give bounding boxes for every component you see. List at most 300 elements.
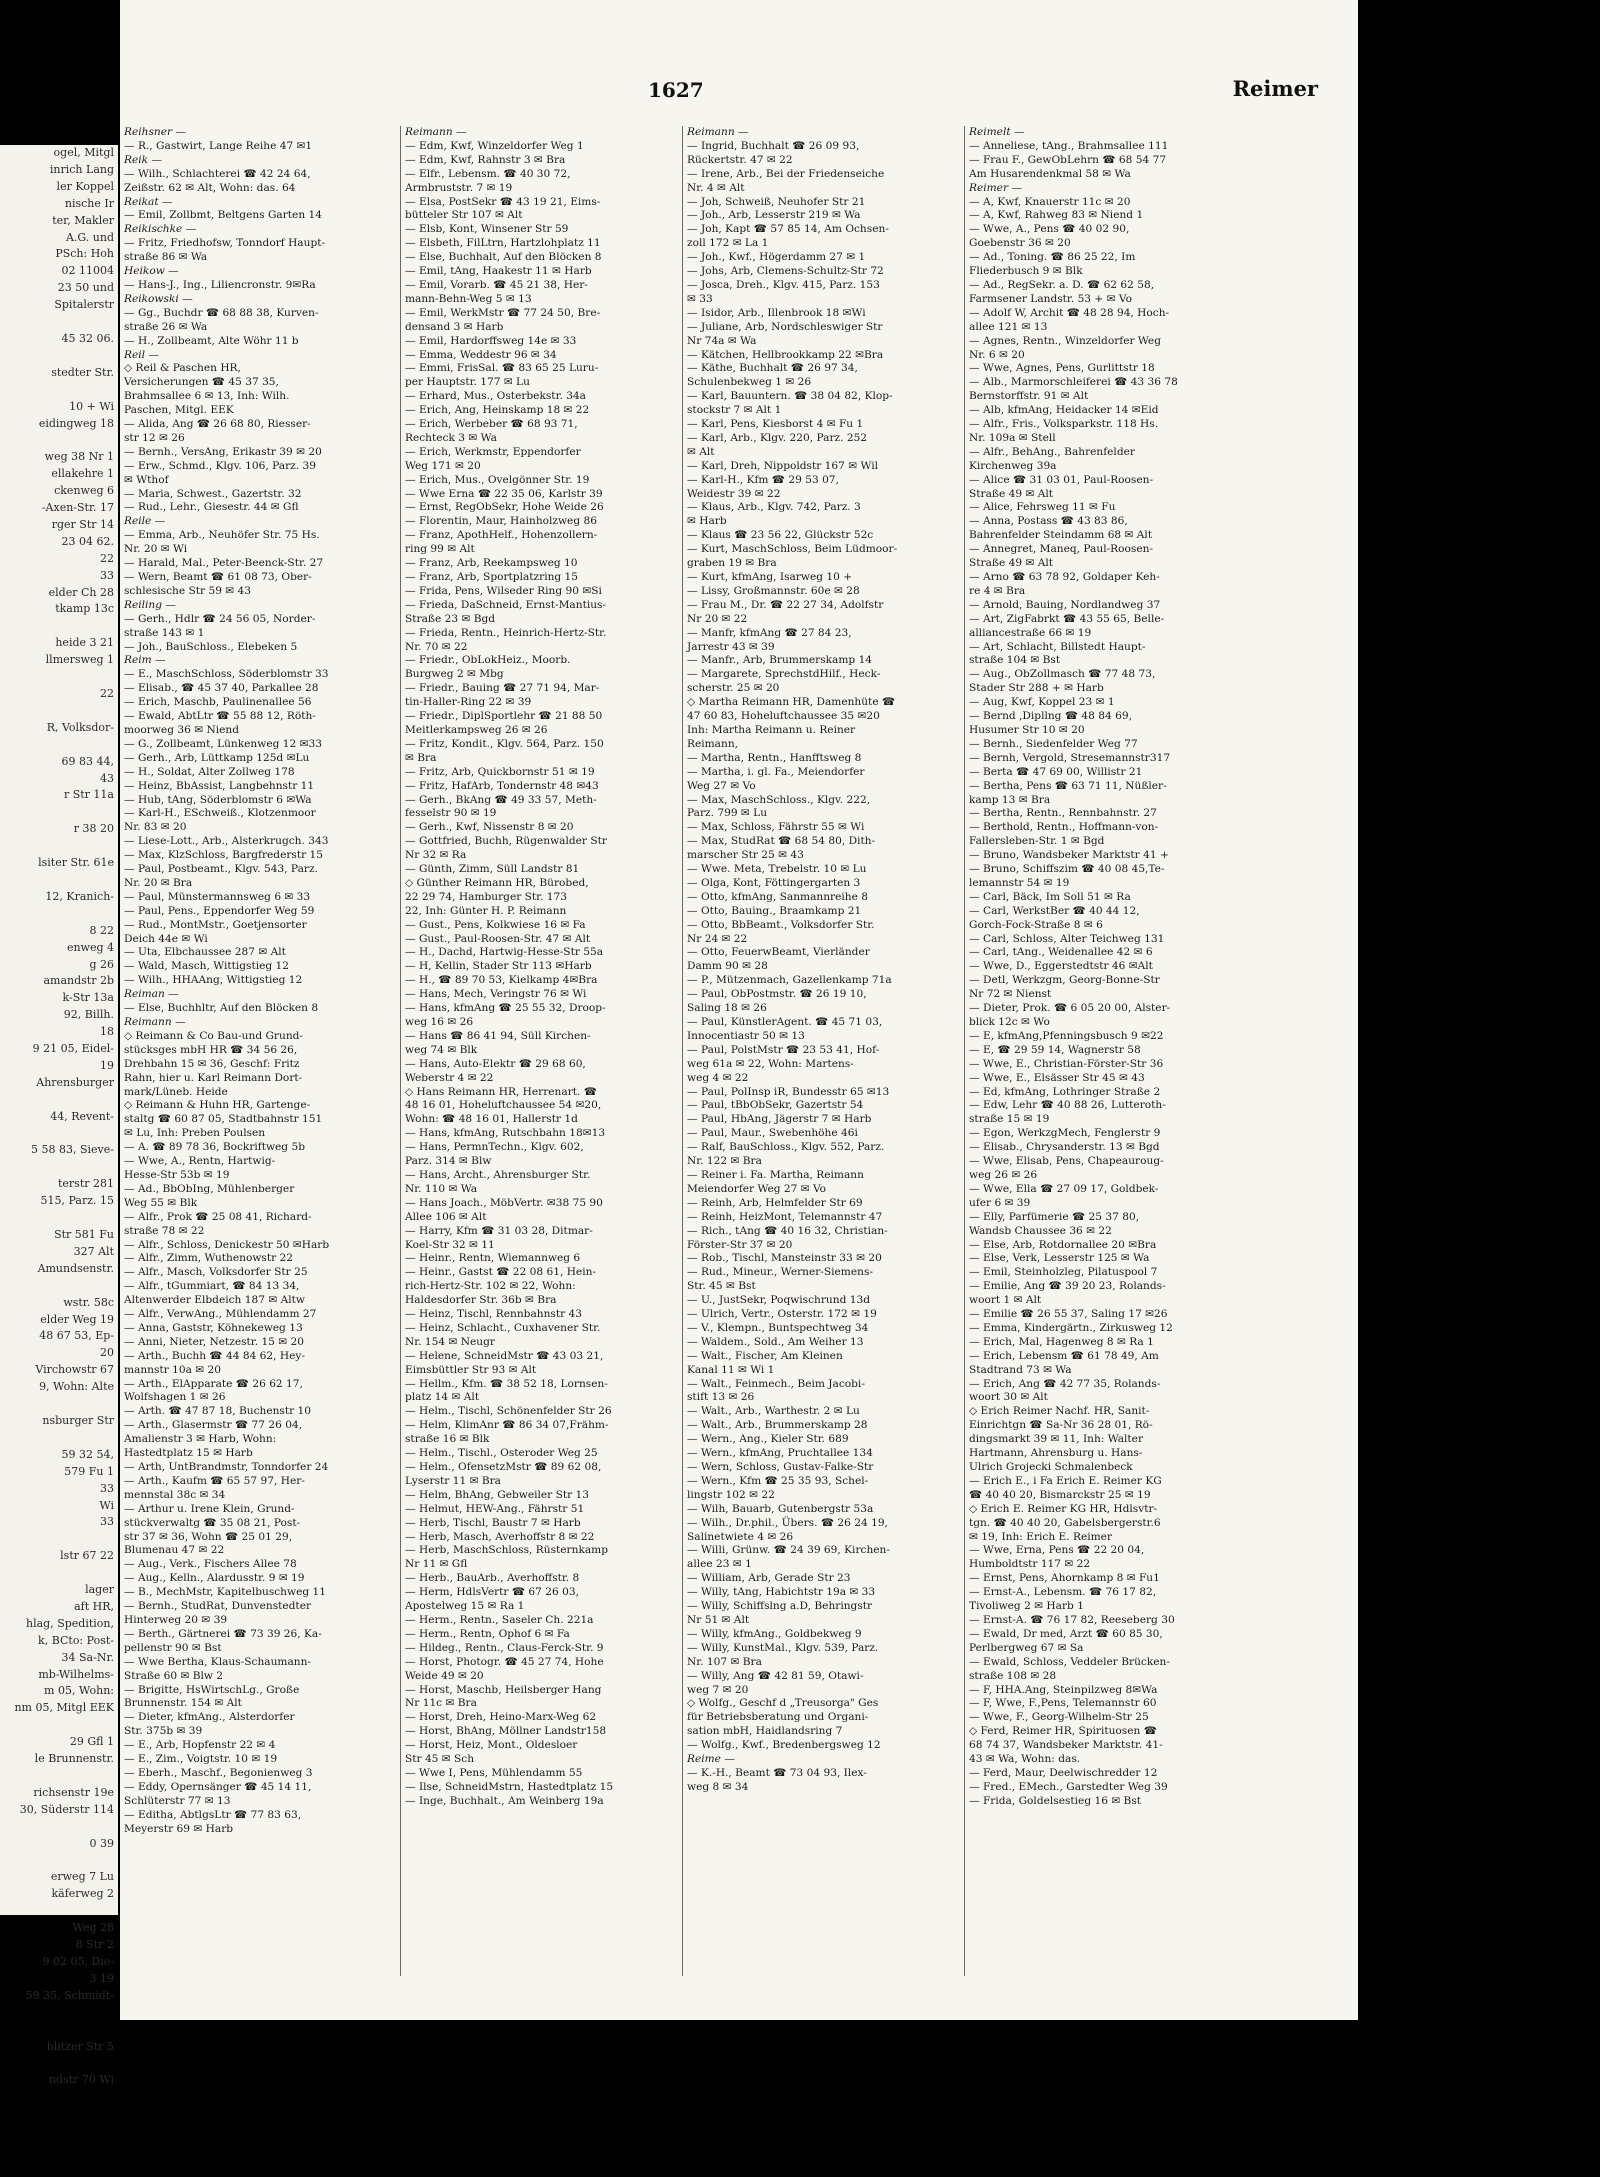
directory-entry: — Elly, Parfümerie ☎ 25 37 80, (969, 1210, 1140, 1223)
edge-fragment (0, 1717, 118, 1734)
directory-entry: Versicherungen ☎ 45 37 35, (124, 376, 279, 389)
directory-entry: mann-Behn-Weg 5 ✉ 13 (405, 292, 532, 305)
directory-entry: alliancestraße 66 ✉ 19 (969, 626, 1092, 639)
directory-entry: — Franz, ApothHelf., Hohenzollern- (405, 529, 598, 542)
edge-fragment: 515, Parz. 15 (40, 1194, 114, 1208)
directory-entry: — Aug., ObZollmasch ☎ 77 48 73, (969, 668, 1156, 681)
directory-entry: Nr 20 ✉ 22 (687, 612, 748, 625)
directory-entry: Amalienstr 3 ✉ Harb, Wohn: (124, 1433, 277, 1446)
edge-fragment: 9, Wohn: Alte (39, 1380, 114, 1394)
directory-entry: — Erich, Lebensm ☎ 61 78 49, Am (969, 1349, 1159, 1362)
directory-entry: — Walt., Arb., Warthestr. 2 ✉ Lu (687, 1405, 860, 1418)
edge-fragment: 23 04 62. (61, 534, 114, 548)
directory-entry: mennstal 38c ✉ 34 (124, 1488, 226, 1501)
edge-fragment: ellakehre 1 (51, 467, 114, 481)
directory-entry: — Edm, Kwf, Rahnstr 3 ✉ Bra (405, 153, 566, 166)
directory-entry: 22 29 74, Hamburger Str. 173 (405, 890, 568, 903)
directory-entry: — Elsa, PostSekr ☎ 43 19 21, Eims- (405, 195, 601, 208)
directory-entry: — A, Kwf, Rahweg 83 ✉ Niend 1 (969, 209, 1144, 222)
directory-entry: — Fritz, HafArb, Tondernstr 48 ✉43 (405, 779, 599, 792)
directory-entry: — Wilh., Schlachterei ☎ 42 24 64, (124, 167, 311, 180)
edge-fragment: elder Ch 28 (48, 585, 114, 599)
directory-entry: — Ewald, Dr med, Arzt ☎ 60 85 30, (969, 1627, 1163, 1640)
directory-entry: — Detl, Werkzgm, Georg-Bonne-Str (969, 974, 1160, 987)
edge-fragment: wstr. 58c (63, 1295, 114, 1309)
directory-entry: — Paul, Münstermannsweg 6 ✉ 33 (124, 890, 311, 903)
directory-entry: Weg 55 ✉ Blk (124, 1196, 198, 1209)
directory-entry: dingsmarkt 39 ✉ 11, Inh: Walter (969, 1433, 1144, 1446)
directory-entry: ◇ Wolfg., Geschf d „Treusorga" Ges (687, 1697, 879, 1710)
directory-entry: — Alfr., Prok ☎ 25 08 41, Richard- (124, 1210, 312, 1223)
directory-entry: — Horst, Dreh, Heino-Marx-Weg 62 (405, 1711, 597, 1724)
directory-entry: — Horst, Maschb, Heilsberger Hang (405, 1683, 602, 1696)
directory-entry: Hesse-Str 53b ✉ 19 (124, 1168, 230, 1181)
directory-entry: Meitlerkampsweg 26 ✉ 26 (405, 723, 548, 736)
directory-entry: — Franz, Arb, Reekampsweg 10 (405, 557, 578, 570)
edge-fragment: le Brunnenstr. (34, 1752, 114, 1766)
directory-entry: Goebenstr 36 ✉ 20 (969, 237, 1071, 250)
directory-entry: — H., Dachd, Hartwig-Hesse-Str 55a (405, 946, 604, 959)
directory-entry: — Bernh., VersAng, Erikastr 39 ✉ 20 (124, 445, 322, 458)
directory-entry: — Reinh, Arb, Helmfelder Str 69 (687, 1196, 863, 1209)
directory-entry: — Harry, Kfm ☎ 31 03 28, Ditmar- (405, 1224, 593, 1237)
directory-entry: staltg ☎ 60 87 05, Stadtbahnstr 151 (124, 1113, 323, 1126)
directory-entry: — Reinh, HeizMont, Telemannstr 47 (687, 1210, 883, 1223)
directory-entry: Nr. 122 ✉ Bra (687, 1155, 762, 1168)
directory-entry: — Emil, Steinholzleg, Pilatuspool 7 (969, 1266, 1158, 1279)
directory-entry: — Friedr., Bauing ☎ 27 71 94, Mar- (405, 682, 600, 695)
directory-entry: — Herb., BauArb., Averhoffstr. 8 (405, 1572, 580, 1585)
directory-entry: ✉ 19, Inh: Erich E. Reimer (969, 1530, 1113, 1543)
directory-entry: — Walt., Arb., Brummerskamp 28 (687, 1419, 868, 1432)
edge-fragment: m 05, Wohn: (44, 1684, 114, 1698)
edge-fragment: mb-Wilhelms- (38, 1667, 114, 1681)
edge-fragment: nsburger Str (42, 1413, 114, 1427)
directory-entry: — Maria, Schwest., Gazertstr. 32 (124, 487, 302, 500)
directory-entry: Wandsb Chaussee 36 ✉ 22 (969, 1224, 1112, 1237)
directory-entry: — Rud., Lehr., Giesestr. 44 ✉ Gfl (124, 501, 299, 514)
directory-entry: weg 16 ✉ 26 (405, 1016, 474, 1028)
directory-entry: — Waldem., Sold., Am Weiher 13 (687, 1335, 864, 1348)
directory-entry: Straße 23 ✉ Bgd (405, 612, 496, 625)
directory-entry: — Rich., tAng ☎ 40 16 32, Christian- (687, 1224, 888, 1237)
directory-entry: Allee 106 ✉ Alt (405, 1210, 487, 1223)
running-head (120, 78, 1358, 108)
directory-entry: — Alb., Marmorschleiferei ☎ 43 36 78 (969, 376, 1178, 389)
directory-entry: stückverwaltg ☎ 35 08 21, Post- (124, 1516, 301, 1529)
directory-entry: — Herm., Rentn., Saseler Ch. 221a (405, 1613, 594, 1626)
directory-entry: Str 45 ✉ Sch (405, 1753, 475, 1766)
directory-entry: scherstr. 25 ✉ 20 (687, 682, 780, 695)
directory-entry: — Berth., Gärtnerei ☎ 73 39 26, Ka- (124, 1627, 322, 1640)
directory-entry: — Wwe I, Pens, Mühlendamm 55 (405, 1766, 583, 1779)
directory-entry: — Gust., Pens, Kolkwiese 16 ✉ Fa (405, 918, 586, 931)
edge-fragment (0, 348, 118, 365)
edge-fragment: hlag, Spedition, (26, 1616, 114, 1630)
edge-fragment (0, 1396, 118, 1413)
directory-entry: Gorch-Fock-Straße 8 ✉ 6 (969, 918, 1103, 931)
directory-entry: Drehbahn 15 ✉ 36, Geschf: Fritz (124, 1057, 300, 1070)
directory-entry: ◇ Günther Reimann HR, Bürobed, (405, 876, 589, 889)
edge-fragment: 48 67 53, Ep- (39, 1329, 114, 1343)
scanner-bed-right (1358, 0, 1600, 2177)
directory-entry: — Carl, tAng., Weidenallee 42 ✉ 6 (969, 946, 1153, 959)
surname-heading: Reik — (124, 153, 163, 166)
directory-entry: weg 74 ✉ Blk (405, 1043, 478, 1056)
edge-fragment (0, 1430, 118, 1447)
surname-heading: Reiling — (124, 598, 176, 611)
directory-entry: — Gerh., Hdlr ☎ 24 56 05, Norder- (124, 612, 316, 625)
edge-fragment (0, 314, 118, 331)
directory-entry: — P., Mützenmach, Gazellenkamp 71a (687, 974, 892, 987)
directory-entry: — Hans ☎ 86 41 94, Süll Kirchen- (405, 1029, 591, 1042)
directory-entry: — Frau M., Dr. ☎ 22 27 34, Adolfstr (687, 598, 884, 611)
edge-fragment: -Axen-Str. 17 (41, 501, 114, 515)
surname-heading: Reiman — (124, 988, 179, 1001)
edge-fragment: 33 (100, 568, 114, 582)
directory-entry: ✉ Lu, Inh: Preben Poulsen (124, 1127, 266, 1140)
edge-fragment: 29 Gfl 1 (69, 1735, 114, 1749)
directory-entry: — Käthe, Buchhalt ☎ 26 97 34, (687, 362, 858, 375)
edge-fragment: Weg 28 (72, 1921, 114, 1935)
directory-entry: — Wwe, D., Eggerstedtstr 46 ✉Alt (969, 960, 1153, 973)
directory-entry: — V., Klempn., Buntspechtweg 34 (687, 1321, 869, 1334)
directory-entry: Nr. 20 ✉ Bra (124, 876, 193, 889)
directory-entry: Weidestr 39 ✉ 22 (687, 487, 781, 500)
directory-entry: Meiendorfer Weg 27 ✉ Vo (687, 1182, 827, 1195)
edge-fragment: ogel, Mitgl (53, 146, 114, 159)
column-1 (124, 126, 396, 1986)
directory-entry: Meyerstr 69 ✉ Harb (124, 1822, 234, 1835)
directory-entry: allee 23 ✉ 1 (687, 1558, 752, 1571)
directory-entry: — Joh., BauSchloss., Elebeken 5 (124, 640, 298, 653)
directory-entry: — Paul, ObPostmstr. ☎ 26 19 10, (687, 988, 867, 1001)
directory-entry: re 4 ✉ Bra (969, 584, 1026, 597)
edge-fragment: Spitalerstr (54, 298, 114, 312)
directory-entry: — Martha, i. gl. Fa., Meiendorfer (687, 765, 865, 778)
directory-entry: Burgweg 2 ✉ Mbg (405, 668, 504, 681)
directory-entry: — Dieter, kfmAng., Alsterdorfer (124, 1711, 295, 1724)
edge-fragment (0, 2022, 118, 2039)
directory-entry: — Erich, Mus., Ovelgönner Str. 19 (405, 473, 590, 486)
directory-entry: — H., ☎ 89 70 53, Kielkamp 4✉Bra (405, 974, 598, 987)
directory-entry: tgn. ☎ 40 40 20, Gabelsbergerstr.6 (969, 1516, 1161, 1529)
directory-entry: Am Husarendenkmal 58 ✉ Wa (969, 167, 1131, 180)
directory-entry: Lyserstr 11 ✉ Bra (405, 1474, 501, 1487)
edge-fragment: 10 + Wi (69, 399, 114, 413)
directory-entry: densand 3 ✉ Harb (405, 320, 504, 333)
directory-entry: — Aug, Kwf, Koppel 23 ✉ 1 (969, 696, 1115, 709)
catchword: Reimer (1232, 76, 1318, 101)
directory-entry: — William, Arb, Gerade Str 23 (687, 1572, 851, 1585)
directory-entry: — H., Soldat, Alter Zollweg 178 (124, 765, 295, 778)
directory-entry: — F, HHA.Ang, Steinpilzweg 8✉Wa (969, 1683, 1158, 1696)
directory-entry: ◇ Erich E. Reimer KG HR, Hdlsvtr- (969, 1502, 1158, 1515)
directory-entry: — Wwe, A., Pens ☎ 40 02 90, (969, 223, 1130, 236)
surname-heading: Reim — (124, 654, 166, 667)
edge-fragment: 9 21 05, Eidel- (32, 1042, 114, 1056)
directory-entry: — Margarete, SprechstdHilf., Heck- (687, 668, 881, 681)
directory-entry: Wolfshagen 1 ✉ 26 (124, 1391, 226, 1404)
directory-entry: Stadtrand 73 ✉ Wa (969, 1363, 1072, 1376)
directory-entry: — Manfr., Arb, Brummerskamp 14 (687, 654, 873, 667)
surname-heading: Reimer — (969, 181, 1022, 194)
directory-entry: — Gerh., BkAng ☎ 49 33 57, Meth- (405, 793, 597, 806)
directory-entry: — Ernst-A., Lebensm. ☎ 76 17 82, (969, 1586, 1157, 1599)
directory-entry: — Liese-Lott., Arb., Alsterkrugch. 343 (124, 835, 329, 848)
directory-entry: — Max, MaschSchloss., Klgv. 222, (687, 793, 871, 806)
directory-entry: — Irene, Arb., Bei der Friedenseiche (687, 167, 885, 180)
directory-entry: — Alice ☎ 31 03 01, Paul-Roosen- (969, 473, 1154, 486)
directory-entry: Einrichtgn ☎ Sa-Nr 36 28 01, Rö- (969, 1419, 1153, 1432)
directory-entry: Straße 49 ✉ Alt (969, 557, 1053, 570)
surname-heading: Reikischke — (124, 223, 197, 236)
directory-entry: — Wern., kfmAng, Pruchtallee 134 (687, 1447, 873, 1460)
directory-entry: Nr. 6 ✉ 20 (969, 348, 1025, 361)
directory-entry: Kanal 11 ✉ Wi 1 (687, 1363, 775, 1376)
directory-entry: — Walt., Feinmech., Beim Jacobi- (687, 1377, 865, 1390)
surname-heading: Reimann — (687, 126, 749, 138)
surname-heading: Reikowski — (124, 292, 193, 305)
directory-entry: Wohn: ☎ 48 16 01, Hallerstr 1d (405, 1113, 578, 1126)
directory-entry: — Eddy, Opernsänger ☎ 45 14 11, (124, 1780, 312, 1793)
directory-entry: — Helm., Tischl., Osteroder Weg 25 (405, 1447, 598, 1460)
edge-fragment (0, 1819, 118, 1836)
directory-entry: — Wern., Ang., Kieler Str. 689 (687, 1433, 849, 1446)
edge-fragment: 9 02 05, Die- (42, 1954, 114, 1968)
directory-entry: Kirchenweg 39a (969, 459, 1057, 472)
scanner-bed-bottom (118, 2020, 1358, 2177)
directory-entry: ◇ Reimann & Huhn HR, Gartenge- (124, 1099, 311, 1112)
directory-entry: 43 ✉ Wa, Wohn: das. (969, 1753, 1081, 1766)
edge-fragment: 43 (100, 771, 114, 785)
directory-entry: — Erich, Werbeber ☎ 68 93 71, (405, 418, 578, 431)
directory-entry: — Wwe, Ella ☎ 27 09 17, Goldbek- (969, 1182, 1159, 1195)
directory-entry: — Else, Arb, Rotdornallee 20 ✉Bra (969, 1238, 1157, 1251)
directory-entry: — Max, Schloss, Fährstr 55 ✉ Wi (687, 821, 865, 834)
edge-fragment: k, BCto: Post- (38, 1633, 114, 1647)
directory-entry: — Joh, Kapt ☎ 57 85 14, Am Ochsen- (687, 223, 889, 236)
directory-entry: — Agnes, Rentn., Winzeldorfer Weg (969, 334, 1161, 347)
directory-entry: woort 30 ✉ Alt (969, 1391, 1048, 1404)
edge-fragment: heide 3 21 (55, 636, 114, 650)
directory-entry: — Arno ☎ 63 78 92, Goldaper Keh- (969, 571, 1160, 583)
directory-entry: Nr 74a ✉ Wa (687, 334, 757, 347)
directory-entry: Förster-Str 37 ✉ 20 (687, 1238, 793, 1251)
directory-entry: ◇ Erich Reimer Nachf. HR, Sanit- (969, 1405, 1150, 1418)
directory-entry: straße 15 ✉ 19 (969, 1113, 1050, 1126)
edge-fragment (0, 2055, 118, 2072)
directory-entry: straße 104 ✉ Bst (969, 654, 1061, 667)
directory-entry: — B., MechMstr, Kapitelbuschweg 11 (124, 1586, 326, 1599)
directory-entry: Nr. 154 ✉ Neugr (405, 1335, 495, 1348)
directory-entry: ✉ Alt (687, 445, 715, 458)
directory-entry: — K.-H., Beamt ☎ 73 04 93, Ilex- (687, 1766, 867, 1779)
directory-entry: Schulenbekweg 1 ✉ 26 (687, 376, 812, 389)
directory-entry: — Emil, Zollbmt, Beltgens Garten 14 (124, 209, 323, 222)
column-3 (687, 126, 959, 1986)
directory-entry: straße 143 ✉ 1 (124, 626, 205, 639)
directory-entry: — Fritz, Kondit., Klgv. 564, Parz. 150 (405, 737, 604, 750)
directory-entry: marscher Str 25 ✉ 43 (687, 849, 804, 862)
edge-fragment: 69 83 44, (61, 754, 114, 768)
directory-entry: — Wilh., HHAAng, Wittigstieg 12 (124, 974, 303, 987)
directory-entry: stift 13 ✉ 26 (687, 1391, 755, 1404)
directory-entry: stücksges mbH HR ☎ 34 56 26, (124, 1043, 298, 1056)
directory-entry: weg 61a ✉ 22, Wohn: Martens- (687, 1057, 854, 1070)
directory-entry: Nr. 107 ✉ Bra (687, 1655, 762, 1668)
directory-entry: — Bruno, Wandsbeker Marktstr 41 + (969, 849, 1169, 862)
directory-entry: — Willy, Ang ☎ 42 81 59, Otawi- (687, 1669, 864, 1682)
edge-fragment (0, 804, 118, 821)
edge-fragment: 327 Alt (73, 1244, 114, 1258)
directory-entry: Nr. 109a ✉ Stell (969, 431, 1056, 444)
directory-entry: weg 4 ✉ 22 (687, 1071, 749, 1084)
edge-fragment: 23 50 und (57, 281, 114, 295)
edge-fragment: inrich Lang (49, 162, 114, 176)
directory-entry: — Egon, WerkzgMech, Fenglerstr 9 (969, 1127, 1161, 1140)
directory-entry: — Erich, Ang ☎ 42 77 35, Rolands- (969, 1377, 1161, 1390)
edge-fragment: aft HR, (74, 1599, 114, 1613)
directory-entry: — Wwe. Meta, Trebelstr. 10 ✉ Lu (687, 863, 867, 876)
directory-entry: — Carl, Bäck, Im Soll 51 ✉ Ra (969, 890, 1131, 903)
edge-fragment: R, Volksdor- (46, 720, 114, 734)
directory-entry: — Ernst, RegObSekr, Hohe Weide 26 (405, 501, 604, 514)
directory-entry: — Arth., Glasermstr ☎ 77 26 04, (124, 1419, 303, 1432)
directory-entry: — Dieter, Prok. ☎ 6 05 20 00, Alster- (969, 1002, 1171, 1015)
directory-entry: — Herb, Masch, Averhoffstr 8 ✉ 22 (405, 1530, 595, 1543)
edge-fragment: 12, Kranich- (45, 889, 114, 903)
directory-entry: — Friedr., DiplSportlehr ☎ 21 88 50 (405, 710, 603, 723)
directory-entry: — Paul, KünstlerAgent. ☎ 45 71 03, (687, 1016, 883, 1028)
edge-fragment: nische Ir (64, 196, 114, 210)
edge-fragment: ckenweg 6 (54, 484, 114, 498)
directory-entry: Nr 72 ✉ Nienst (969, 988, 1052, 1001)
directory-entry: — Helene, SchneidMstr ☎ 43 03 21, (405, 1349, 604, 1362)
directory-entry: — Florentin, Maur, Hainholzweg 86 (405, 515, 597, 528)
directory-entry: ◇ Reil & Paschen HR, (124, 362, 241, 375)
column-2 (405, 126, 677, 1986)
edge-fragment (0, 1210, 118, 1227)
directory-entry: — Emma, Weddestr 96 ✉ 34 (405, 348, 557, 361)
edge-fragment: enweg 4 (66, 940, 114, 954)
directory-entry: — Carl, WerkstBer ☎ 40 44 12, (969, 904, 1140, 917)
directory-entry: — Ralf, BauSchloss., Klgv. 552, Parz. (687, 1141, 885, 1154)
surname-heading: Reimann — (405, 126, 467, 138)
directory-entry: Hartmann, Ahrensburg u. Hans- (969, 1447, 1143, 1460)
surname-heading: Heikow — (124, 265, 179, 278)
directory-entry: 22, Inh: Günter H. P. Reimann (405, 904, 567, 917)
directory-page (120, 0, 1358, 2020)
directory-entry: woort 1 ✉ Alt (969, 1294, 1042, 1307)
directory-entry: bütteler Str 107 ✉ Alt (405, 209, 523, 222)
directory-entry: — Karl-H., Kfm ☎ 29 53 07, (687, 473, 839, 486)
edge-fragment: eidingweg 18 (38, 416, 114, 430)
directory-entry: — Frieda, DaSchneid, Ernst-Mantius- (405, 598, 607, 611)
directory-entry: — H, Kellin, Stader Str 113 ✉Harb (405, 960, 592, 973)
directory-entry: — Bertha, Rentn., Rennbahnstr. 27 (969, 807, 1157, 820)
directory-entry: ✉ Harb (687, 515, 727, 528)
directory-entry: — Max, KlzSchloss, Bargfrederstr 15 (124, 849, 324, 862)
directory-entry: Nr 11c ✉ Bra (405, 1697, 477, 1710)
directory-entry: — Hildeg., Rentn., Claus-Ferck-Str. 9 (405, 1641, 604, 1654)
directory-entry: Farmsener Landstr. 53 + ✉ Vo (969, 292, 1132, 305)
directory-entry: — Ad., BbObIng, Mühlenberger (124, 1182, 295, 1195)
directory-entry: — Paul, Maur., Swebenhöhe 46i (687, 1127, 858, 1140)
edge-fragment: terstr 281 (57, 1177, 114, 1191)
directory-entry: mannstr 10a ✉ 20 (124, 1363, 222, 1376)
directory-entry: schlesische Str 59 ✉ 43 (124, 584, 252, 597)
directory-entry: — Else, Buchhltr, Auf den Blöcken 8 (124, 1002, 319, 1015)
directory-entry: — Klaus ☎ 23 56 22, Glückstr 52c (687, 529, 874, 542)
directory-entry: — Ulrich, Vertr., Osterstr. 172 ✉ 19 (687, 1308, 877, 1321)
directory-entry: Nr 51 ✉ Alt (687, 1613, 750, 1626)
edge-fragment: g 26 (89, 957, 114, 971)
edge-fragment: weg 38 Nr 1 (44, 450, 114, 464)
edge-fragment: 22 (100, 551, 114, 565)
directory-entry: — Elsbeth, FilLtrn, Hartzlohplatz 11 (405, 237, 601, 250)
edge-fragment: 19 (100, 1058, 114, 1072)
directory-entry: — Herb, Tischl, Baustr 7 ✉ Harb (405, 1516, 581, 1529)
directory-entry: — Elisab., ☎ 45 37 40, Parkallee 28 (124, 682, 319, 695)
directory-entry: — Art, ZigFabrkt ☎ 43 55 65, Belle- (969, 612, 1165, 625)
directory-entry: — E., MaschSchloss, Söderblomstr 33 (124, 668, 329, 681)
directory-entry: — Alfr., tGummiart, ☎ 84 13 34, (124, 1280, 300, 1293)
edge-fragment: 8 22 (89, 923, 114, 937)
directory-entry: Armbruststr. 7 ✉ 19 (405, 181, 513, 194)
directory-entry: — Fred., EMech., Garstedter Weg 39 (969, 1780, 1168, 1793)
directory-entry: sation mbH, Haidlandsring 7 (687, 1725, 843, 1738)
directory-entry: — Heinz, BbAssist, Langbehnstr 11 (124, 779, 315, 792)
directory-entry: — Wwe, E., Christian-Förster-Str 36 (969, 1057, 1164, 1070)
directory-entry: — Wwe Erna ☎ 22 35 06, Karlstr 39 (405, 487, 603, 500)
directory-entry: Saling 18 ✉ 26 (687, 1002, 767, 1015)
edge-fragment: 44, Revent- (50, 1109, 114, 1123)
edge-fragment: 8 Str 2 (75, 1938, 114, 1952)
directory-entry: pellenstr 90 ✉ Bst (124, 1641, 222, 1654)
directory-entry: — Kurt, kfmAng, Isarweg 10 + (687, 571, 853, 583)
directory-entry: — Horst, BhAng, Möllner Landstr158 (405, 1725, 607, 1738)
directory-entry: Straße 60 ✉ Blw 2 (124, 1669, 224, 1682)
directory-entry: — Annegret, Maneq, Paul-Roosen- (969, 543, 1154, 556)
directory-entry: — Paul, HbAng, Jägerstr 7 ✉ Harb (687, 1113, 872, 1126)
directory-entry: — Wwe, Erna, Pens ☎ 22 20 04, (969, 1544, 1145, 1557)
directory-entry: — Fritz, Arb, Quickbornstr 51 ✉ 19 (405, 765, 595, 778)
directory-entry: — Wwe, A., Rentn, Hartwig- (124, 1155, 276, 1168)
edge-fragment: 18 (100, 1025, 114, 1039)
directory-entry: Innocentiastr 50 ✉ 13 (687, 1029, 805, 1042)
directory-entry: — Willy, tAng, Habichtstr 19a ✉ 33 (687, 1586, 876, 1599)
directory-entry: — Wilh., Dr.phil., Übers. ☎ 26 24 19, (687, 1516, 888, 1529)
directory-entry: — Otto, FeuerwBeamt, Vierländer (687, 946, 870, 959)
directory-entry: — E, kfmAng,Pfenningsbusch 9 ✉22 (969, 1029, 1164, 1042)
directory-entry: — Emma, Arb., Neuhöfer Str. 75 Hs. (124, 529, 320, 542)
directory-entry: — Emil, Hardorffsweg 14e ✉ 33 (405, 334, 577, 347)
directory-entry: — Alfr., VerwAng., Mühlendamm 27 (124, 1308, 317, 1321)
directory-entry: — Ewald, AbtLtr ☎ 55 88 12, Röth- (124, 710, 316, 723)
directory-entry: fesselstr 90 ✉ 19 (405, 807, 497, 820)
directory-entry: — Aug., Kelln., Alardusstr. 9 ✉ 19 (124, 1572, 305, 1585)
directory-entry: — Berthold, Rentn., Hoffmann-von- (969, 821, 1159, 834)
edge-fragment: lstr 67 22 (60, 1549, 114, 1563)
directory-entry: straße 86 ✉ Wa (124, 251, 208, 264)
edge-fragment: 59 32 54, (61, 1447, 114, 1461)
directory-entry: — Helm., Tischl, Schönenfelder Str 26 (405, 1405, 612, 1418)
directory-entry: — Ernst, Pens, Ahornkamp 8 ✉ Fu1 (969, 1572, 1160, 1585)
surname-heading: Reihsner — (124, 126, 187, 138)
directory-entry: — Heinz, Schlacht., Cuxhavener Str. (405, 1321, 601, 1334)
directory-entry: — Alb, kfmAng, Heidacker 14 ✉Eid (969, 404, 1159, 417)
